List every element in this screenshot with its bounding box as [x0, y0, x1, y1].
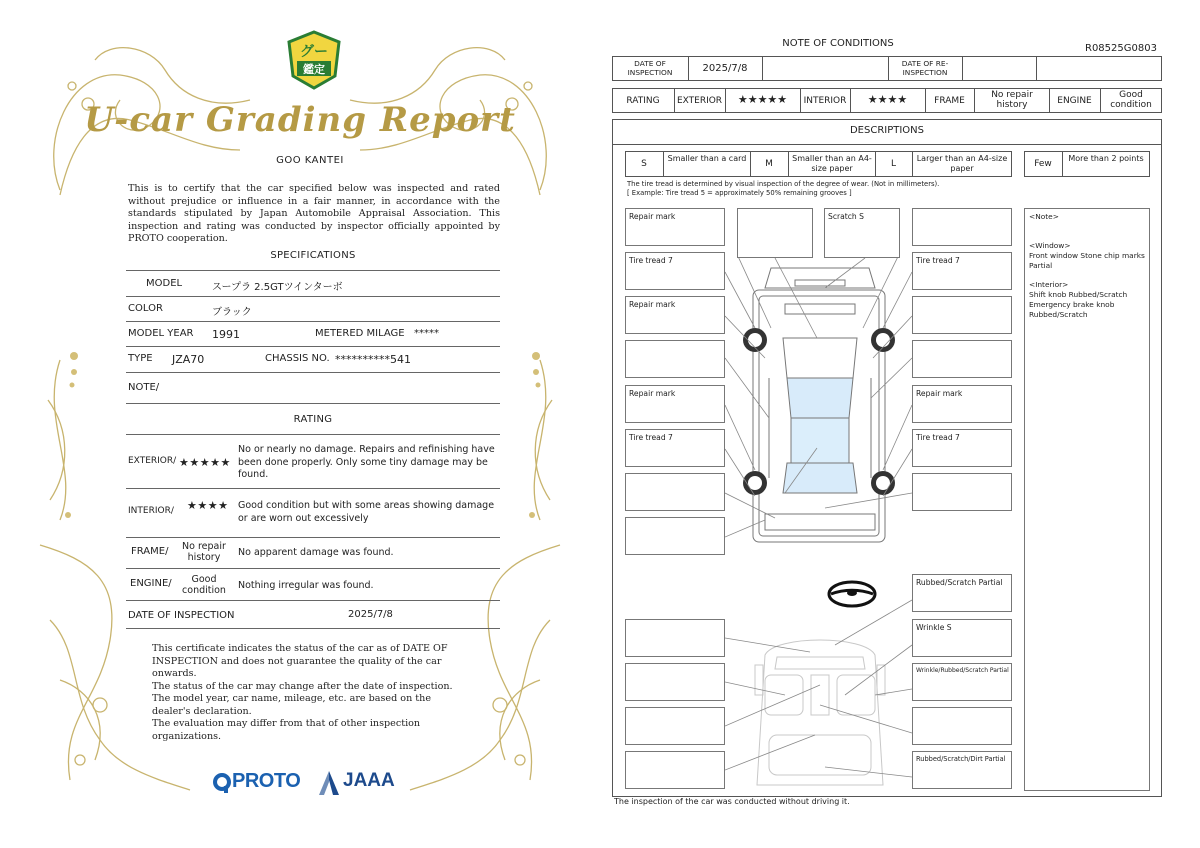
note-interior-item: Emergency brake knob Rubbed/Scratch [1029, 300, 1115, 319]
interior-stars: ★★★★ [187, 499, 229, 512]
divider [126, 600, 500, 601]
divider [126, 346, 500, 347]
frame-value: No repair history [991, 90, 1033, 110]
condition-mark-box [912, 385, 1012, 423]
date-value: 2025/7/8 [348, 609, 393, 620]
mark-label: Scratch S [828, 212, 864, 221]
type-value: JZA70 [172, 353, 205, 366]
condition-mark-box [912, 296, 1012, 334]
legend-l: L [890, 159, 896, 169]
mark-label: Repair mark [629, 212, 676, 221]
mark-label: Rubbed/Scratch/Dirt Partial [916, 755, 1006, 763]
condition-mark-box [912, 252, 1012, 290]
certificate-footer [152, 643, 472, 743]
type-label: TYPE [128, 353, 153, 364]
exterior-description: No or nearly no damage. Repairs and refinishing have been done properly. Only some tiny damage may be found. [238, 444, 495, 480]
date-of-inspection-value: 2025/7/8 [702, 63, 748, 74]
interior-label: INTERIOR/ [128, 506, 174, 516]
model-year-label: MODEL YEAR [128, 328, 194, 339]
badge-line1: グー [300, 44, 328, 60]
model-year-value: 1991 [212, 328, 240, 341]
interior-stars: ★★★★ [867, 93, 908, 106]
mark-label: Tire tread 7 [629, 256, 673, 265]
divider [126, 488, 500, 489]
sheet-title: NOTE OF CONDITIONS [782, 38, 894, 49]
legend-l-desc: Larger than an A4-size paper [916, 154, 1008, 173]
exterior-stars: ★★★★★ [737, 93, 788, 106]
divider [126, 537, 500, 538]
exterior-stars: ★★★★★ [179, 456, 231, 469]
condition-mark-box [912, 340, 1012, 378]
chassis-label: CHASSIS NO. [265, 353, 330, 364]
condition-mark-box [625, 429, 725, 467]
certificate-intro: This is to certify that the car specified below was inspected and rated without prejudice or influence in a fair manner, in accordance with the standards stipulated by Japan Automobile Appraisal Association. This inspection and rating was conducted by inspector officially appointed by PROTO cooperation. [128, 183, 500, 245]
legend-s: S [641, 159, 647, 169]
legend-m: M [765, 159, 773, 169]
divider [126, 321, 500, 322]
note-label: NOTE/ [128, 382, 160, 393]
rating-heading: RATING [293, 414, 333, 425]
exterior-label: EXTERIOR/ [128, 456, 177, 466]
footer-line: This certificate indicates the status of the car as of DATE OF INSPECTION and does not guarantee the quality of the car onwards. [152, 643, 448, 679]
divider [126, 372, 500, 373]
descriptions-heading: DESCRIPTIONS [849, 125, 925, 136]
sheet-code: R08525G0803 [1085, 43, 1157, 54]
mark-label: Tire tread 7 [916, 433, 960, 442]
condition-mark-box [625, 473, 725, 511]
proto-mark-icon [212, 772, 232, 794]
condition-mark-box [625, 208, 725, 246]
specifications-heading: SPECIFICATIONS [270, 250, 356, 261]
divider [126, 270, 500, 271]
engine-label: ENGINE/ [130, 578, 172, 589]
notes-panel [1024, 208, 1150, 791]
frame-label: FRAME/ [131, 546, 169, 557]
condition-mark-box [912, 473, 1012, 511]
condition-mark-box [912, 707, 1012, 745]
jaaa-logo: JAAA [343, 770, 395, 791]
divider [126, 296, 500, 297]
divider [126, 403, 500, 404]
condition-mark-box [625, 707, 725, 745]
divider [126, 434, 500, 435]
note-header: <Note> [1029, 212, 1059, 221]
car-exterior-diagram [725, 258, 915, 558]
mark-label: Repair mark [629, 300, 676, 309]
note-interior-header: <Interior> [1029, 280, 1069, 289]
condition-mark-box [625, 340, 725, 378]
condition-mark-box [625, 252, 725, 290]
model-label: MODEL [146, 278, 183, 289]
legend-m-desc: Smaller than an A4-size paper [792, 154, 872, 173]
tire-example: [ Example: Tire tread 5 = approximately 50% remaining grooves ] [627, 189, 852, 197]
condition-mark-box [824, 208, 900, 258]
car-interior-diagram [725, 595, 915, 795]
condition-mark-box [625, 663, 725, 701]
frame-description: No apparent damage was found. [238, 547, 394, 558]
condition-mark-box [625, 751, 725, 789]
condition-mark-box [912, 208, 1012, 246]
legend-few: Few [1034, 159, 1052, 169]
condition-mark-box [625, 385, 725, 423]
proto-logo: PROTO [232, 770, 301, 792]
note-interior-item: Shift knob Rubbed/Scratch [1029, 290, 1128, 299]
interior-label: INTERIOR [803, 96, 847, 106]
legend-s-desc: Smaller than a card [667, 154, 747, 163]
divider [126, 628, 500, 629]
mark-label: Wrinkle/Rubbed/Scratch Partial [916, 667, 1009, 674]
condition-mark-box [912, 751, 1012, 789]
condition-mark-box [912, 619, 1012, 657]
mark-label: Repair mark [629, 389, 676, 398]
mark-label: Rubbed/Scratch Partial [916, 578, 1003, 587]
rating-label: RATING [626, 96, 660, 106]
engine-label: ENGINE [1057, 96, 1092, 106]
condition-mark-box [625, 296, 725, 334]
footer-line: The model year, car name, mileage, etc. are based on the dealer's declaration. [152, 693, 432, 717]
mark-label: Tire tread 7 [916, 256, 960, 265]
condition-mark-box [912, 663, 1012, 701]
condition-mark-box [912, 429, 1012, 467]
footer-line: The status of the car may change after the date of inspection. [152, 680, 453, 692]
mark-label: Repair mark [916, 389, 963, 398]
badge-line2: 鑑定 [303, 63, 325, 76]
metered-milage-label: METERED MILAGE [315, 328, 405, 339]
exterior-label: EXTERIOR [676, 96, 723, 106]
date-of-inspection-label: DATE OF INSPECTION [627, 59, 673, 77]
condition-mark-box [737, 208, 813, 258]
legend-few-desc: More than 2 points [1068, 154, 1144, 163]
mark-label: Wrinkle S [916, 623, 952, 632]
tire-note: The tire tread is determined by visual inspection of the degree of wear. (Not in millimeters). [627, 180, 940, 188]
metered-milage-value: ***** [414, 328, 439, 339]
chassis-value: **********541 [335, 353, 411, 366]
condition-mark-box [625, 517, 725, 555]
goo-kantei-badge [285, 30, 343, 92]
frame-value: No repair history [182, 541, 226, 563]
color-value: ブラック [212, 307, 252, 318]
condition-mark-box [625, 619, 725, 657]
certificate-subtitle: GOO KANTEI [276, 155, 344, 166]
engine-value: Good condition [1110, 90, 1152, 110]
mark-label: Tire tread 7 [629, 433, 673, 442]
date-of-reinspection-label: DATE OF RE-INSPECTION [901, 59, 949, 77]
note-window-text: Front window Stone chip marks Partial [1029, 251, 1145, 270]
interior-description: Good condition but with some areas showing damage or are worn out excessively [238, 500, 495, 524]
condition-mark-box [912, 574, 1012, 612]
note-window-header: <Window> [1029, 241, 1071, 250]
footer-line: The evaluation may differ from that of other inspection organizations. [152, 718, 421, 742]
model-value: スープラ 2.5GTツインターボ [212, 282, 343, 293]
divider [126, 568, 500, 569]
certificate-title: U-car Grading Report [84, 100, 516, 140]
frame-label: FRAME [934, 96, 965, 106]
engine-description: Nothing irregular was found. [238, 580, 374, 591]
jaaa-mark-icon [318, 770, 340, 796]
date-label: DATE OF INSPECTION [128, 610, 235, 621]
color-label: COLOR [128, 303, 163, 314]
engine-value: Good condition [182, 574, 226, 596]
driving-disclaimer: The inspection of the car was conducted without driving it. [614, 797, 850, 806]
